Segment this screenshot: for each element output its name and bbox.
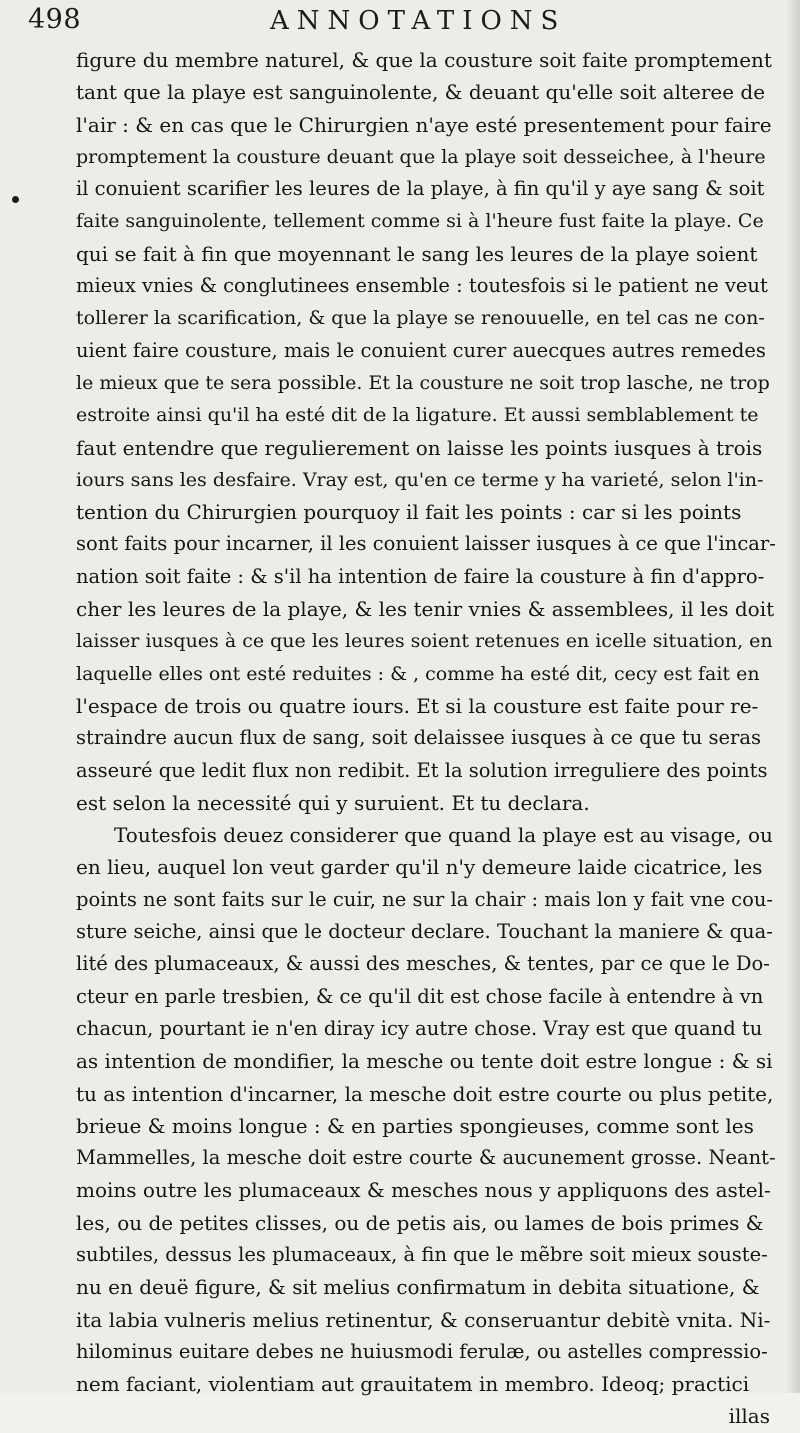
- text-line: brieue & moins longue : & en parties spongieuses, comme sont les: [76, 1113, 754, 1138]
- page-header: [0, 0, 800, 42]
- text-line: mieux vnies & conglutinees ensemble : toutesfois si le patient ne veut: [76, 274, 768, 298]
- text-line: chacun, pourtant ie n'en diray icy autre chose. Vray est que quand tu: [76, 1016, 763, 1040]
- text-line: tant que la playe est sanguinolente, & deuant qu'elle soit alteree de: [76, 80, 766, 105]
- text-line: straindre aucun flux de sang, soit delaissee iusques à ce que tu seras: [76, 726, 761, 750]
- text-line: nem faciant, violentiam aut grauitatem in membro. Ideoq; practici: [76, 1372, 750, 1397]
- text-line: tu as intention d'incarner, la mesche doit estre courte ou plus petite,: [76, 1081, 774, 1106]
- text-line: sont faits pour incarner, il les conuient laisser iusques à ce que l'incar-: [76, 532, 776, 556]
- text-line: sture seiche, ainsi que le docteur declare. Touchant la maniere & qua-: [76, 920, 773, 944]
- text-line: iours sans les desfaire. Vray est, qu'en ce terme y ha varieté, selon l'in-: [76, 468, 764, 491]
- paragraph-start-line: Toutesfois deuez considerer que quand la playe est au visage, ou: [114, 823, 773, 848]
- text-line: lité des plumaceaux, & aussi des mesches, & tentes, par ce que le Do-: [76, 952, 770, 976]
- text-line: est selon la necessité qui y suruient. Et tu declara.: [76, 790, 590, 815]
- catchword-line: illas: [728, 1404, 770, 1429]
- text-line: nation soit faite : & s'il ha intention de faire la cousture à fin d'appro-: [76, 564, 765, 588]
- page-edge-shadow: [786, 0, 800, 1393]
- text-line: Mammelles, la mesche doit estre courte & aucunement grosse. Neant-: [76, 1146, 776, 1170]
- text-line: points ne sont faits sur le cuir, ne sur la chair : mais lon y fait vne cou-: [76, 887, 773, 911]
- text-line: l'air : & en cas que le Chirurgien n'aye esté presentement pour faire: [76, 112, 772, 137]
- text-line: cteur en parle tresbien, & ce qu'il dit est chose facile à entendre à vn: [76, 984, 764, 1008]
- text-line: asseuré que ledit flux non redibit. Et la solution irreguliere des points: [76, 758, 768, 782]
- text-line: tention du Chirurgien pourquoy il fait les points : car si les points: [76, 500, 742, 525]
- body-text: [76, 44, 776, 1433]
- text-line: uient faire cousture, mais le conuient curer auecques autres remedes: [76, 338, 766, 362]
- text-line: l'espace de trois ou quatre iours. Et si la cousture est faite pour re-: [76, 693, 759, 718]
- text-line: ita labia vulneris melius retinentur, & conseruantur debitè vnita. Ni-: [76, 1307, 771, 1332]
- text-line: nu en deuë figure, & sit melius confirmatum in debita situatione, &: [76, 1275, 760, 1300]
- text-line: en lieu, auquel lon veut garder qu'il n'y demeure laide cicatrice, les: [76, 855, 763, 880]
- text-line: le mieux que te sera possible. Et la cousture ne soit trop lasche, ne trop: [76, 371, 770, 394]
- text-line: moins outre les plumaceaux & mesches nous y appliquons des astel-: [76, 1178, 771, 1203]
- text-line: tollerer la scarification, & que la playe se renouuelle, en tel cas ne con-: [76, 307, 765, 330]
- page-number: 498: [28, 4, 82, 35]
- text-line: laquelle elles ont esté reduites : & , comme ha esté dit, cecy est fait en: [76, 662, 760, 685]
- text-line: il conuient scarifier les leures de la playe, à fin qu'il y aye sang & soit: [76, 177, 765, 201]
- text-line: as intention de mondifier, la mesche ou tente doit estre longue : & si: [76, 1049, 773, 1074]
- running-head: ANNOTATIONS: [270, 6, 567, 36]
- text-line: les, ou de petites clisses, ou de petis ais, ou lames de bois primes &: [76, 1210, 764, 1235]
- text-line: promptement la cousture deuant que la playe soit desseichee, à l'heure: [76, 145, 766, 168]
- margin-mark: [12, 196, 19, 203]
- text-line: cher les leures de la playe, & les tenir vnies & assemblees, il les doit: [76, 597, 775, 622]
- text-line: hilominus euitare debes ne huiusmodi ferulæ, ou astelles compressio-: [76, 1339, 768, 1363]
- text-line: subtiles, dessus les plumaceaux, à fin que le mẽbre soit mieux souste-: [76, 1242, 768, 1266]
- text-line: figure du membre naturel, & que la cousture soit faite promptement: [76, 48, 772, 72]
- text-line: estroite ainsi qu'il ha esté dit de la ligature. Et aussi semblablement te: [76, 404, 759, 427]
- text-line: laisser iusques à ce que les leures soient retenues en icelle situation, en: [76, 630, 773, 653]
- text-line: qui se fait à fin que moyennant le sang les leures de la playe soient: [76, 241, 758, 266]
- text-line: faut entendre que regulierement on laisse les points iusques à trois: [76, 435, 763, 460]
- text-line: faite sanguinolente, tellement comme si à l'heure fust faite la playe. Ce: [76, 210, 764, 233]
